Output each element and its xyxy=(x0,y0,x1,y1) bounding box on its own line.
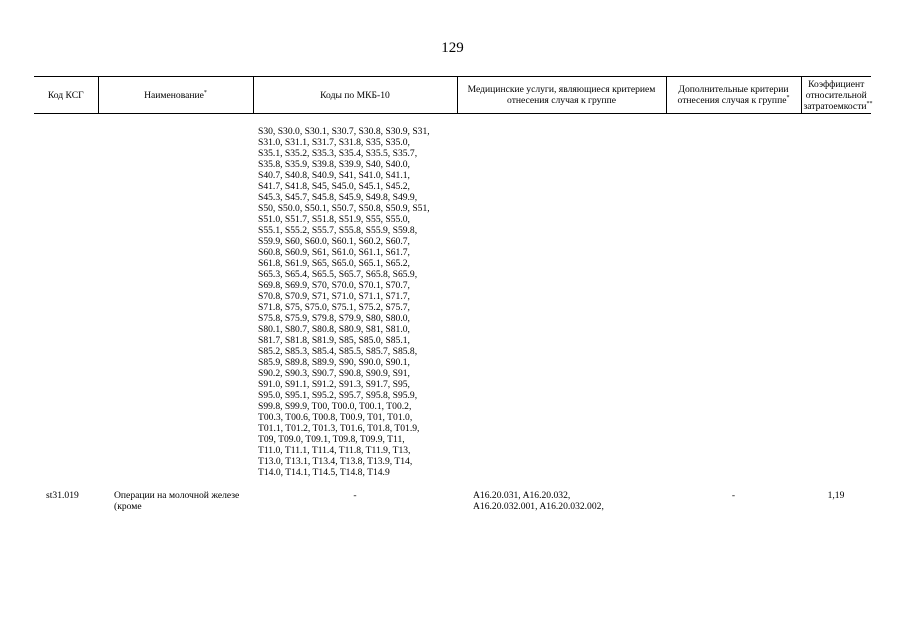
header-extra-criteria: Дополнительные критерии отнесения случая к группе* xyxy=(666,77,801,114)
cell-name: Операции на молочной железе (кроме xyxy=(114,490,240,512)
header-icd-codes: Коды по МКБ-10 xyxy=(253,77,457,114)
cell-coefficient: 1,19 xyxy=(827,490,845,501)
cell-services: A16.20.031, A16.20.032, A16.20.032.001, A16.20.032.002, xyxy=(473,490,604,512)
table-row xyxy=(34,478,871,512)
cell-ksg-code xyxy=(34,114,98,479)
cell-icd-codes: S30, S30.0, S30.1, S30.7, S30.8, S30.9, S31, S31.0, S31.1, S31.7, S31.8, S35, S35.0, S35.1, S35.2, S35.3, S35.4, S35.5, S35.7, S35.8, S35.9, S39.8, S39.9, S40, S40.0, S40.7, S40.8, S40.9, S41, S41.0, S41.1, S41.7, S41.8, S45, S45.0, S45.1, S45.2, S45.3, S45.7, S45.8, S45.9, S49.8, S49.9, S50, S50.0, S50.1, S50.7, S50.8, S50.9, S51, S51.0, S51.7, S51.8, S51.9, S55, S55.0, S55.1, S55.2, S55.7, S55.8, S55.9, S59.8, S59.9, S60, S60.0, S60.1, S60.2, S60.7, S60.8, S60.9, S61, S61.0, S61.1, S61.7, S61.8, S61.9, S65, S65.0, S65.1, S65.2, S65.3, S65.4, S65.5, S65.7, S65.8, S65.9, S69.8, S69.9, S70, S70.0, S70.1, S70.7, S70.8, S70.9, S71, S71.0, S71.1, S71.7, S71.8, S75, S75.0, S75.1, S75.2, S75.7, S75.8, S75.9, S79.8, S79.9, S80, S80.0, S80.1, S80.7, S80.8, S80.9, S81, S81.0, S81.7, S81.8, S81.9, S85, S85.0, S85.1, S85.2, S85.3, S85.4, S85.5, S85.7, S85.8, S85.9, S89.8, S89.9, S90, S90.0, S90.1, S90.2, S90.3, S90.7, S90.8, S90.9, S91, S91.0, S91.1, S91.2, S91.3, S91.7, S95, S95.0, S95.1, S95.2, S95.7, S95.8, S95.9, S99.8, S99.9, T00, T00.0, T00.1, T00.2, T00.3, T00.6, T00.8, T00.9, T01, T01.0, T01.1, T01.2, T01.3, T01.6, T01.8, T01.9, T09, T09.0, T09.1, T09.8, T09.9, T11, T11.0, T11.1, T11.4, T11.8, T11.9, T13, T13.0, T13.1, T13.4, T13.8, T13.9, T14, T14.0, T14.1, T14.5, T14.8, T14.9 xyxy=(258,126,430,478)
cell-icd-codes: - xyxy=(353,490,357,501)
cell-ksg-code: st31.019 xyxy=(46,490,79,501)
table-row xyxy=(34,114,871,479)
cell-extra-criteria: - xyxy=(731,490,736,501)
cell-services xyxy=(457,114,666,479)
header-name: Наименование* xyxy=(98,77,253,114)
ksg-table xyxy=(34,76,871,512)
cell-coefficient xyxy=(801,114,871,479)
header-services: Медицинские услуги, являющиеся критерием отнесения случая к группе xyxy=(457,77,666,114)
table-header xyxy=(34,77,871,114)
header-coefficient: Коэффициент относительной затратоемкости** xyxy=(801,77,871,114)
header-ksg-code: Код КСГ xyxy=(47,89,84,101)
page-number: 129 xyxy=(441,40,464,56)
cell-name xyxy=(98,114,253,479)
cell-extra-criteria xyxy=(666,114,801,479)
